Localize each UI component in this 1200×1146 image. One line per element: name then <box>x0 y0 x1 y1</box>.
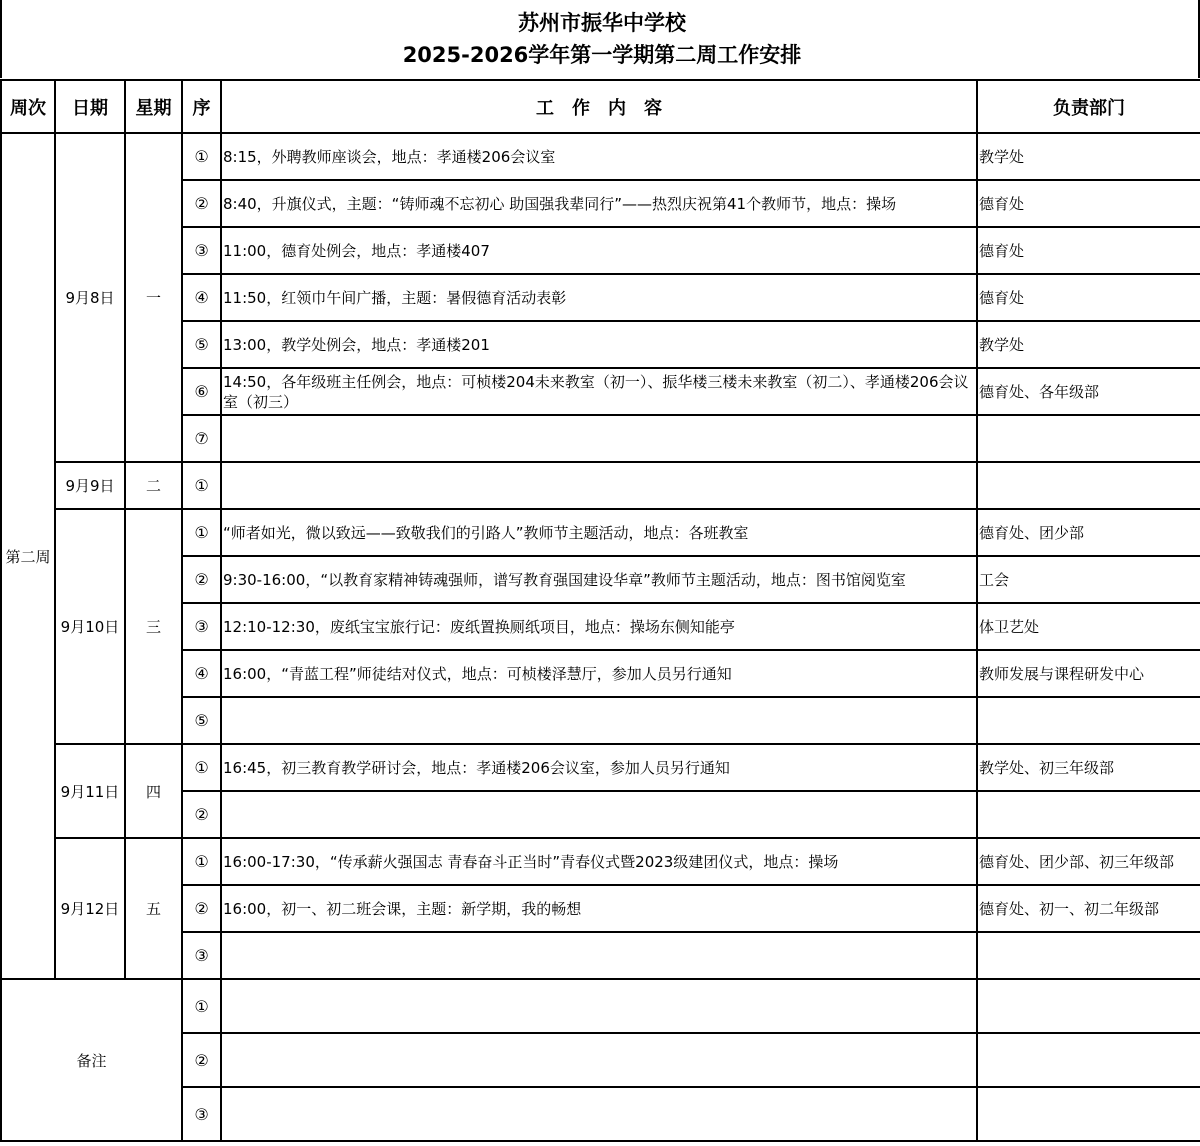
seq-cell: ⑤ <box>182 321 221 368</box>
dept-cell: 德育处、各年级部 <box>977 368 1200 415</box>
week-cell: 第二周 <box>1 133 55 979</box>
school-name: 苏州市振华中学校 <box>518 11 686 35</box>
content-cell: 11:50，红领巾午间广播，主题：暑假德育活动表彰 <box>221 274 977 321</box>
seq-cell: ① <box>182 979 221 1033</box>
seq-cell: ④ <box>182 650 221 697</box>
weekday-cell: 四 <box>125 744 182 838</box>
content-cell: 14:50，各年级班主任例会，地点：可桢楼204未来教室（初一）、振华楼三楼未来教室（初二）、孝通楼206会议室（初三） <box>221 368 977 415</box>
content-cell: 16:00-17:30，“传承薪火强国志 青春奋斗正当时”青春仪式暨2023级建团仪式，地点：操场 <box>221 838 977 885</box>
seq-cell: ④ <box>182 274 221 321</box>
dept-cell <box>977 697 1200 744</box>
schedule-table <box>0 79 1200 1142</box>
content-cell: 9:30-16:00，“以教育家精神铸魂强师，谱写教育强国建设华章”教师节主题活动，地点：图书馆阅览室 <box>221 556 977 603</box>
notes-row <box>1 979 1200 1033</box>
table-row <box>1 509 1200 556</box>
content-cell <box>221 697 977 744</box>
title-area <box>0 0 1200 78</box>
dept-cell <box>977 462 1200 509</box>
weekday-cell: 三 <box>125 509 182 744</box>
seq-cell: ① <box>182 462 221 509</box>
content-cell: 16:00，“青蓝工程”师徒结对仪式，地点：可桢楼泽慧厅，参加人员另行通知 <box>221 650 977 697</box>
header-date: 日期 <box>55 80 125 133</box>
content-cell <box>221 791 977 838</box>
weekday-cell: 五 <box>125 838 182 979</box>
seq-cell: ① <box>182 744 221 791</box>
content-cell: 16:45，初三教育教学研讨会，地点：孝通楼206会议室，参加人员另行通知 <box>221 744 977 791</box>
seq-cell: ⑤ <box>182 697 221 744</box>
content-cell <box>221 932 977 979</box>
seq-cell: ② <box>182 180 221 227</box>
weekday-cell: 一 <box>125 133 182 462</box>
dept-cell: 德育处、团少部、初三年级部 <box>977 838 1200 885</box>
seq-cell: ② <box>182 1033 221 1087</box>
weekday-cell: 二 <box>125 462 182 509</box>
date-cell: 9月8日 <box>55 133 125 462</box>
content-cell: 8:40，升旗仪式，主题：“铸师魂不忘初心 助国强我辈同行”——热烈庆祝第41个教师节，地点：操场 <box>221 180 977 227</box>
dept-cell <box>977 1087 1200 1141</box>
dept-cell: 德育处 <box>977 180 1200 227</box>
table-row <box>1 133 1200 180</box>
date-cell: 9月11日 <box>55 744 125 838</box>
dept-cell <box>977 979 1200 1033</box>
dept-cell <box>977 791 1200 838</box>
dept-cell: 工会 <box>977 556 1200 603</box>
header-week: 周次 <box>1 80 55 133</box>
date-cell: 9月9日 <box>55 462 125 509</box>
seq-cell: ② <box>182 556 221 603</box>
header-seq: 序 <box>182 80 221 133</box>
content-cell <box>221 1087 977 1141</box>
content-cell <box>221 415 977 462</box>
content-cell <box>221 1033 977 1087</box>
content-cell: “师者如光，微以致远——致敬我们的引路人”教师节主题活动，地点：各班教室 <box>221 509 977 556</box>
seq-cell: ⑦ <box>182 415 221 462</box>
dept-cell: 教学处 <box>977 133 1200 180</box>
content-cell: 12:10-12:30，废纸宝宝旅行记：废纸置换厕纸项目，地点：操场东侧知能亭 <box>221 603 977 650</box>
content-cell: 16:00，初一、初二班会课，主题：新学期，我的畅想 <box>221 885 977 932</box>
notes-label: 备注 <box>1 979 182 1141</box>
dept-cell <box>977 932 1200 979</box>
dept-cell: 教学处、初三年级部 <box>977 744 1200 791</box>
seq-cell: ③ <box>182 603 221 650</box>
seq-cell: ① <box>182 838 221 885</box>
seq-cell: ⑥ <box>182 368 221 415</box>
header-weekday: 星期 <box>125 80 182 133</box>
table-row <box>1 462 1200 509</box>
dept-cell: 德育处 <box>977 227 1200 274</box>
seq-cell: ③ <box>182 1087 221 1141</box>
content-cell: 11:00，德育处例会，地点：孝通楼407 <box>221 227 977 274</box>
dept-cell <box>977 1033 1200 1087</box>
content-cell: 8:15，外聘教师座谈会，地点：孝通楼206会议室 <box>221 133 977 180</box>
header-content: 工作内容 <box>221 80 977 133</box>
schedule-body <box>1 133 1200 1141</box>
header-dept: 负责部门 <box>977 80 1200 133</box>
dept-cell: 教师发展与课程研发中心 <box>977 650 1200 697</box>
dept-cell: 德育处 <box>977 274 1200 321</box>
table-row <box>1 838 1200 885</box>
dept-cell: 德育处、初一、初二年级部 <box>977 885 1200 932</box>
content-cell <box>221 979 977 1033</box>
seq-cell: ② <box>182 885 221 932</box>
date-cell: 9月10日 <box>55 509 125 744</box>
seq-cell: ① <box>182 133 221 180</box>
dept-cell: 教学处 <box>977 321 1200 368</box>
seq-cell: ② <box>182 791 221 838</box>
seq-cell: ① <box>182 509 221 556</box>
dept-cell: 体卫艺处 <box>977 603 1200 650</box>
seq-cell: ③ <box>182 227 221 274</box>
seq-cell: ③ <box>182 932 221 979</box>
schedule-title: 2025-2026学年第一学期第二周工作安排 <box>402 43 802 67</box>
table-row <box>1 744 1200 791</box>
content-cell: 13:00，教学处例会，地点：孝通楼201 <box>221 321 977 368</box>
date-cell: 9月12日 <box>55 838 125 979</box>
content-cell <box>221 462 977 509</box>
dept-cell <box>977 415 1200 462</box>
dept-cell: 德育处、团少部 <box>977 509 1200 556</box>
